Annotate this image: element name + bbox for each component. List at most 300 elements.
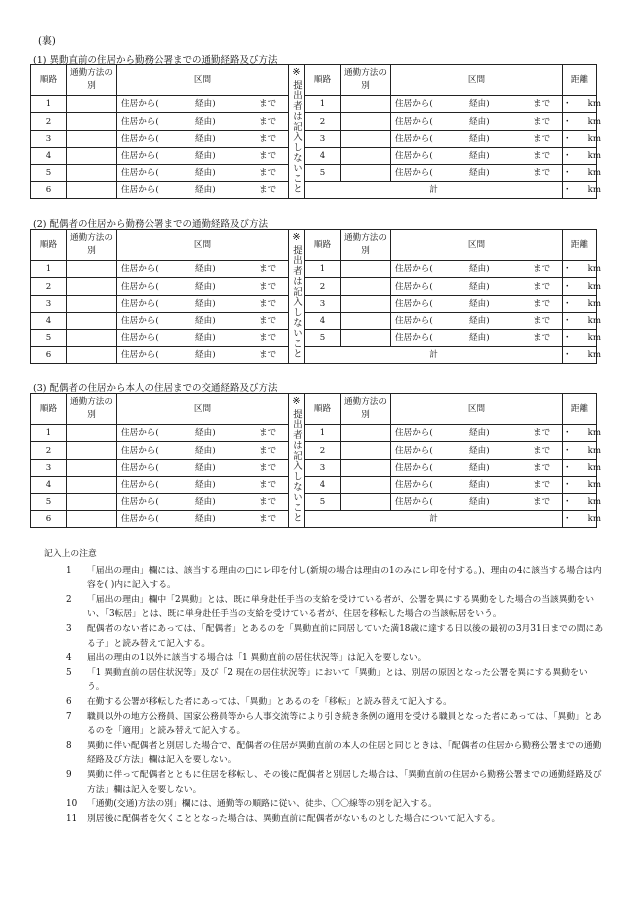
route-order-number-right: 2 [305,113,341,130]
note-text: 職員以外の地方公務員、国家公務員等から人事交流等により引き続き条例の適用を受ける職員となった者にあっては、「異動」とあるのを「適用」と読み替えて記入する。 [87,711,602,737]
header-order: 順路 [31,394,67,425]
route-order-number-right: 4 [305,476,341,493]
distance-unit: km [587,168,601,178]
method-input-right[interactable] [341,295,391,312]
section-from: 住居から( [121,350,159,361]
distance-dot: ・ [563,350,572,361]
section-from: 住居から( [121,298,159,309]
distance-dot: ・ [563,99,572,110]
left-section-cell[interactable] [117,476,289,493]
left-section-cell[interactable] [117,182,289,199]
note-item [44,622,604,651]
right-section-cell[interactable] [391,329,563,346]
section-title-3: (3) 配偶者の住居から本人の住居までの交通経路及び方法 [33,383,278,394]
section-via: 経由) [195,264,216,275]
route-order-number-right: 3 [305,130,341,147]
distance-cell[interactable] [563,130,601,147]
distance-dot: ・ [563,479,572,490]
table-row [31,459,597,476]
left-section-cell[interactable] [117,147,289,164]
left-section-cell[interactable] [117,442,289,459]
section-via: 経由) [195,428,216,439]
right-section-cell[interactable] [391,295,563,312]
note-number: 10 [66,799,78,810]
section-via: 経由) [195,479,216,490]
route-order-number: 5 [31,164,67,181]
right-section-cell[interactable] [391,459,563,476]
office-use-asterisk: ※ [292,232,301,243]
distance-unit: km [587,264,601,275]
section-to: まで [533,497,551,507]
section-to: まで [259,116,277,127]
section-via: 経由) [195,298,216,309]
distance-dot: ・ [563,333,572,343]
distance-unit: km [587,281,601,292]
distance-cell[interactable] [563,425,601,442]
route-order-number: 6 [31,182,67,199]
distance-dot: ・ [563,133,572,144]
distance-cell[interactable] [563,493,601,510]
total-label: 計 [305,182,563,199]
section-from: 住居から( [395,281,433,292]
header-distance: 距離 [563,394,597,425]
distance-dot: ・ [563,281,572,292]
method-input-right[interactable] [341,459,391,476]
note-number: 1 [66,565,72,576]
note-item [44,695,604,710]
method-input[interactable] [67,442,117,459]
note-item [44,666,604,695]
section-via: 経由) [469,462,490,473]
method-input-right[interactable] [341,442,391,459]
section-to: まで [259,298,277,309]
section-to: まで [533,462,551,473]
distance-dot: ・ [563,168,572,178]
route-order-number: 4 [31,476,67,493]
section-to: まで [533,333,551,343]
office-use-asterisk: ※ [292,396,301,407]
section-to: まで [533,445,551,456]
section-via: 経由) [469,315,490,326]
section-to: まで [259,99,277,110]
table-row [31,476,597,493]
method-input-right[interactable] [341,147,391,164]
office-use-asterisk: ※ [292,67,301,78]
header-method: 通勤方法の別 [67,394,117,425]
section-to: まで [259,445,277,456]
distance-dot: ・ [563,462,572,473]
section-via: 経由) [469,333,490,343]
section-to: まで [259,264,277,275]
distance-unit: km [587,479,601,490]
left-section-cell[interactable] [117,347,289,364]
method-input-right[interactable] [341,261,391,278]
section-to: まで [259,462,277,473]
section-title-2: (2) 配偶者の住居から勤務公署までの通勤経路及び方法 [33,219,268,230]
distance-dot: ・ [563,264,572,275]
note-item [44,768,604,797]
note-number: 4 [66,653,72,664]
route-order-number: 6 [31,511,67,528]
route-order-number-right: 2 [305,278,341,295]
table-row [31,312,597,329]
header-method: 通勤方法の別 [67,65,117,96]
method-input-right[interactable] [341,113,391,130]
section-to: まで [259,133,277,144]
method-input[interactable] [67,295,117,312]
method-input-right[interactable] [341,130,391,147]
right-section-cell[interactable] [391,261,563,278]
section-from: 住居から( [395,445,433,456]
left-section-cell[interactable] [117,164,289,181]
left-section-cell[interactable] [117,459,289,476]
table-row [31,425,597,442]
distance-unit: km [587,315,601,326]
method-input-right[interactable] [341,278,391,295]
distance-cell[interactable] [563,164,601,181]
left-section-cell[interactable] [117,278,289,295]
right-section-cell[interactable] [391,164,563,181]
note-number: 5 [66,667,72,678]
table-row [31,278,597,295]
distance-cell[interactable] [563,147,601,164]
section-from: 住居から( [121,116,159,127]
route-order-number: 4 [31,312,67,329]
table-row [31,96,597,113]
route-order-number-right: 1 [305,96,341,113]
method-input[interactable] [67,96,117,113]
reverse-side-label: (裏) [38,36,56,47]
right-section-cell[interactable] [391,113,563,130]
section-via: 経由) [469,479,490,490]
section-from: 住居から( [121,428,159,439]
office-use-note: 提出者は記入しないこと [291,245,302,360]
distance-dot: ・ [563,185,572,196]
distance-cell[interactable] [563,347,601,364]
right-section-cell[interactable] [391,278,563,295]
section-from: 住居から( [121,315,159,326]
note-text: 「1 異動直前の居住状況等」及び「2 現在の居住状況等」において「異動」とは、別居の原因となった公署を異にする異動をいう。 [87,667,588,693]
distance-cell[interactable] [563,295,601,312]
section-from: 住居から( [395,133,433,144]
route-order-number: 3 [31,459,67,476]
method-input[interactable] [67,261,117,278]
distance-unit: km [587,116,601,127]
section-to: まで [533,315,551,326]
section-from: 住居から( [395,315,433,326]
method-input[interactable] [67,329,117,346]
section-via: 経由) [195,445,216,456]
distance-dot: ・ [563,445,572,456]
route-order-number-right: 1 [305,261,341,278]
method-input-right[interactable] [341,476,391,493]
note-number: 6 [66,696,72,707]
section-via: 経由) [469,150,490,161]
section-from: 住居から( [121,99,159,110]
header-method-right: 通勤方法の別 [341,394,391,425]
route-order-number-right: 4 [305,147,341,164]
left-section-cell[interactable] [117,96,289,113]
office-use-note: 提出者は記入しないこと [291,80,302,195]
section-via: 経由) [469,497,490,507]
method-input[interactable] [67,347,117,364]
table-row [31,182,597,199]
section-from: 住居から( [395,116,433,127]
route-order-number-right: 5 [305,493,341,510]
distance-dot: ・ [563,298,572,309]
note-item [44,797,604,812]
section-to: まで [259,150,277,161]
header-section-right: 区間 [391,65,563,96]
distance-dot: ・ [563,428,572,439]
route-table-3 [30,393,601,528]
distance-unit: km [587,428,601,439]
section-via: 経由) [469,168,490,178]
distance-dot: ・ [563,497,572,507]
right-section-cell[interactable] [391,493,563,510]
section-to: まで [259,497,277,507]
distance-cell[interactable] [563,442,601,459]
header-order: 順路 [31,65,67,96]
distance-dot: ・ [563,150,572,161]
table-row [31,113,597,130]
header-section: 区間 [117,394,289,425]
distance-unit: km [587,150,601,161]
left-section-cell[interactable] [117,113,289,130]
section-from: 住居から( [121,514,159,525]
section-to: まで [259,315,277,326]
section-to: まで [259,350,277,361]
distance-unit: km [587,298,601,309]
section-from: 住居から( [121,462,159,473]
section-from: 住居から( [395,462,433,473]
notes-heading: 記入上の注意 [44,549,97,559]
method-input-right[interactable] [341,329,391,346]
section-from: 住居から( [121,133,159,144]
right-section-cell[interactable] [391,425,563,442]
note-text: 「届出の理由」欄中「2異動」とは、既に単身赴任手当の支給を受けている者が、公署を異にする異動をした場合の当該異動をいい、「3転居」とは、既に単身赴任手当の支給を受けている者が、住居を移転した場合の当該転居をいう。 [87,594,595,620]
section-to: まで [259,428,277,439]
method-input[interactable] [67,147,117,164]
section-via: 経由) [195,116,216,127]
note-number: 9 [66,769,72,780]
header-order-right: 順路 [305,230,341,261]
note-item [44,739,604,768]
table-row [31,329,597,346]
section-via: 経由) [195,99,216,110]
right-section-cell[interactable] [391,476,563,493]
section-via: 経由) [469,281,490,292]
distance-unit: km [587,462,601,473]
route-order-number-right: 4 [305,312,341,329]
method-input[interactable] [67,312,117,329]
office-use-mark [289,394,305,528]
section-from: 住居から( [395,264,433,275]
header-order: 順路 [31,230,67,261]
distance-cell[interactable] [563,278,601,295]
route-order-number: 6 [31,347,67,364]
method-input[interactable] [67,425,117,442]
method-input-right[interactable] [341,493,391,510]
distance-dot: ・ [563,514,572,525]
section-via: 経由) [195,350,216,361]
table-row [31,511,597,528]
route-table-2 [30,229,601,364]
section-via: 経由) [469,298,490,309]
method-input[interactable] [67,130,117,147]
note-item [44,564,604,593]
distance-unit: km [587,497,601,507]
section-to: まで [533,168,551,178]
section-via: 経由) [469,133,490,144]
route-order-number: 3 [31,295,67,312]
left-section-cell[interactable] [117,425,289,442]
header-distance: 距離 [563,230,597,261]
method-input-right[interactable] [341,96,391,113]
route-order-number-right: 2 [305,442,341,459]
distance-cell[interactable] [563,511,601,528]
section-to: まで [533,479,551,490]
route-order-number: 2 [31,113,67,130]
section-via: 経由) [195,462,216,473]
distance-cell[interactable] [563,329,601,346]
distance-unit: km [587,350,601,361]
table-row [31,442,597,459]
right-section-cell[interactable] [391,442,563,459]
note-number: 8 [66,740,72,751]
note-text: 「届出の理由」欄には、該当する理由の□にレ印を付し(新規の場合は理由の1のみにレ印を付する。)、理由の4に該当する場合は内容を( )内に記入する。 [87,565,602,591]
header-method: 通勤方法の別 [67,230,117,261]
distance-cell[interactable] [563,182,601,199]
right-section-cell[interactable] [391,312,563,329]
header-method-right: 通勤方法の別 [341,65,391,96]
distance-cell[interactable] [563,96,601,113]
section-via: 経由) [469,428,490,439]
table-row [31,295,597,312]
section-from: 住居から( [395,428,433,439]
section-title-1: (1) 異動直前の住居から勤務公署までの通勤経路及び方法 [33,55,278,66]
method-input[interactable] [67,476,117,493]
distance-cell[interactable] [563,113,601,130]
route-order-number-right: 1 [305,425,341,442]
left-section-cell[interactable] [117,295,289,312]
route-order-number-right: 3 [305,295,341,312]
route-order-number: 1 [31,261,67,278]
section-via: 経由) [469,99,490,110]
route-order-number: 5 [31,329,67,346]
note-item [44,710,604,739]
method-input[interactable] [67,164,117,181]
section-to: まで [533,150,551,161]
table-row [31,147,597,164]
note-text: 「通勤(交通)方法の別」欄には、通勤等の順路に従い、徒歩、〇〇線等の別を記入する。 [87,799,437,810]
header-order-right: 順路 [305,65,341,96]
section-to: まで [533,298,551,309]
section-from: 住居から( [121,333,159,343]
section-from: 住居から( [121,497,159,507]
total-label: 計 [305,347,563,364]
distance-dot: ・ [563,116,572,127]
table-row [31,347,597,364]
method-input-right[interactable] [341,312,391,329]
right-section-cell[interactable] [391,96,563,113]
table-row [31,164,597,181]
left-section-cell[interactable] [117,261,289,278]
section-via: 経由) [195,333,216,343]
table-row [31,130,597,147]
note-number: 2 [66,594,72,605]
route-order-number-right: 5 [305,329,341,346]
section-via: 経由) [195,150,216,161]
section-to: まで [259,168,277,178]
section-from: 住居から( [395,168,433,178]
route-order-number: 1 [31,96,67,113]
header-order-right: 順路 [305,394,341,425]
section-from: 住居から( [395,99,433,110]
route-order-number: 1 [31,425,67,442]
distance-unit: km [587,133,601,144]
note-number: 3 [66,623,72,634]
method-input[interactable] [67,113,117,130]
section-from: 住居から( [121,445,159,456]
method-input[interactable] [67,182,117,199]
method-input[interactable] [67,493,117,510]
left-section-cell[interactable] [117,312,289,329]
right-section-cell[interactable] [391,130,563,147]
header-section: 区間 [117,65,289,96]
distance-cell[interactable] [563,459,601,476]
method-input[interactable] [67,459,117,476]
section-to: まで [259,333,277,343]
section-via: 経由) [195,514,216,525]
section-from: 住居から( [395,150,433,161]
method-input[interactable] [67,278,117,295]
right-section-cell[interactable] [391,147,563,164]
note-number: 11 [66,813,78,824]
note-text: 在勤する公署が移転した者にあっては、「異動」とあるのを「移転」と読み替えて記入する。 [87,696,452,707]
section-to: まで [533,133,551,144]
note-text: 配偶者のない者にあっては、「配偶者」とあるのを「異動直前に同居していた満18歳に達する日以後の最初の3月31日までの間にある子」と読み替えて記入する。 [87,623,604,649]
section-via: 経由) [195,497,216,507]
section-from: 住居から( [121,185,159,196]
header-section-right: 区間 [391,230,563,261]
left-section-cell[interactable] [117,511,289,528]
distance-cell[interactable] [563,312,601,329]
section-to: まで [533,264,551,275]
left-section-cell[interactable] [117,493,289,510]
left-section-cell[interactable] [117,329,289,346]
route-order-number: 3 [31,130,67,147]
method-input-right[interactable] [341,164,391,181]
section-to: まで [259,479,277,490]
route-order-number: 2 [31,442,67,459]
method-input-right[interactable] [341,425,391,442]
route-order-number-right: 5 [305,164,341,181]
section-to: まで [533,428,551,439]
distance-cell[interactable] [563,261,601,278]
section-to: まで [259,514,277,525]
method-input[interactable] [67,511,117,528]
distance-unit: km [587,99,601,110]
route-order-number: 2 [31,278,67,295]
distance-cell[interactable] [563,476,601,493]
route-order-number: 4 [31,147,67,164]
left-section-cell[interactable] [117,130,289,147]
note-text: 届出の理由の1以外に該当する場合は「1 異動直前の居住状況等」は記入を要しない。 [87,653,427,664]
section-via: 経由) [195,185,216,196]
section-via: 経由) [195,168,216,178]
table-row [31,261,597,278]
